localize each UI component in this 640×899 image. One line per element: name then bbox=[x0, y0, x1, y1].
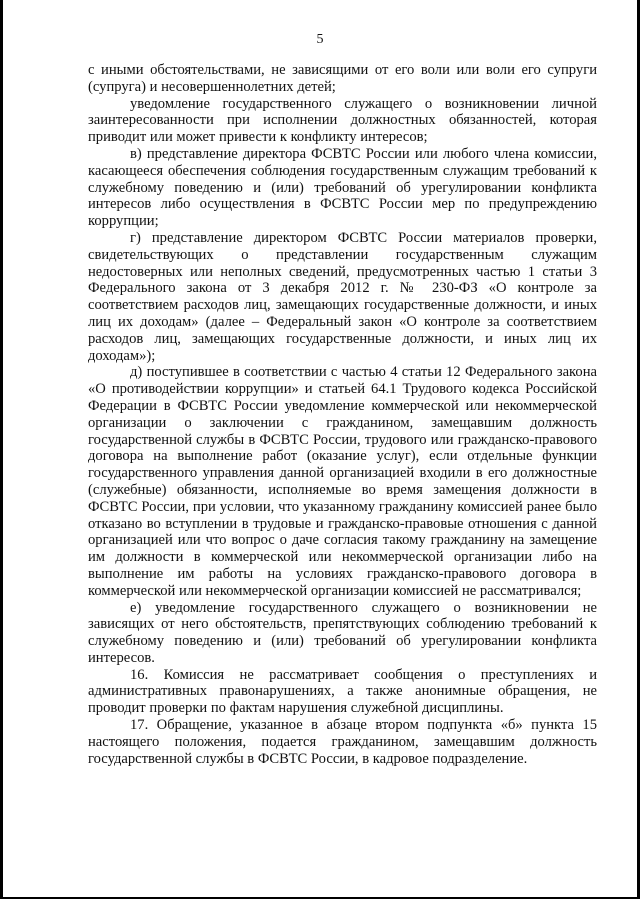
paragraph: г) представление директором ФСВТС России материалов проверки, свидетельствующих о представлении государственным служащим недостоверных или неполных сведений, предусмотренных частью 1 статьи 3 Федерального закона от 3 декабря 2012 г. № 230-ФЗ «О контроле за соответствием расходов лиц, замещающих государственные должности, и иных лиц их доходам» (далее – Федеральный закон «О контроле за соответствием расходов лиц, замещающих государственные должности, и иных лиц их доходам»); bbox=[88, 229, 597, 364]
page-number: 5 bbox=[316, 32, 324, 47]
scan-edge-left bbox=[0, 0, 3, 899]
paragraph: в) представление директора ФСВТС России или любого члена комиссии, касающееся обеспечения соблюдения государственным служащим требований к служебному поведению и (или) требований об урегулировании конфликта интересов либо осуществления в ФСВТС России мер по предупреждению коррупции; bbox=[88, 145, 597, 230]
paragraph: е) уведомление государственного служащего о возникновении не зависящих от него обстоятельств, препятствующих соблюдению требований к служебному поведению и (или) требований об урегулировании конфликта интересов. bbox=[88, 599, 597, 666]
paragraph: с иными обстоятельствами, не зависящими от его воли или воли его супруги (супруга) и несовершеннолетних детей; bbox=[88, 62, 597, 95]
paragraph: 17. Обращение, указанное в абзаце втором подпункта «б» пункта 15 настоящего положения, подается гражданином, замещавшим должность государственной службы в ФСВТС России, в кадровое подразделение. bbox=[88, 717, 597, 767]
document-body bbox=[88, 62, 597, 767]
paragraph: уведомление государственного служащего о возникновении личной заинтересованности при исполнении должностных обязанностей, которая приводит или может привести к конфликту интересов; bbox=[88, 95, 597, 146]
paragraph: 16. Комиссия не рассматривает сообщения о преступлениях и административных правонарушениях, а также анонимные обращения, не проводит проверки по фактам нарушения служебной дисциплины. bbox=[88, 666, 597, 717]
paragraph: д) поступившее в соответствии с частью 4 статьи 12 Федерального закона «О противодействии коррупции» и статьей 64.1 Трудового кодекса Российской Федерации в ФСВТС России уведомление коммерческой или некоммерческой организации о заключении с гражданином, замещавшим должность государственной службы в ФСВТС России, трудового или гражданско-правового договора на выполнение работ (оказание услуг), если отдельные функции государственного управления данной организацией входили в его должностные (служебные) обязанности, исполняемые во время замещения должности в ФСВТС России, при условии, что указанному гражданину комиссией ранее было отказано во вступлении в трудовые и гражданско-правовые отношения с данной организацией или что вопрос о даче согласия такому гражданину на замещение им должности в коммерческой или некоммерческой организации либо на выполнение им работы на условиях гражданско-правового договора в коммерческой или некоммерческой организации комиссией не рассматривался; bbox=[88, 364, 597, 599]
